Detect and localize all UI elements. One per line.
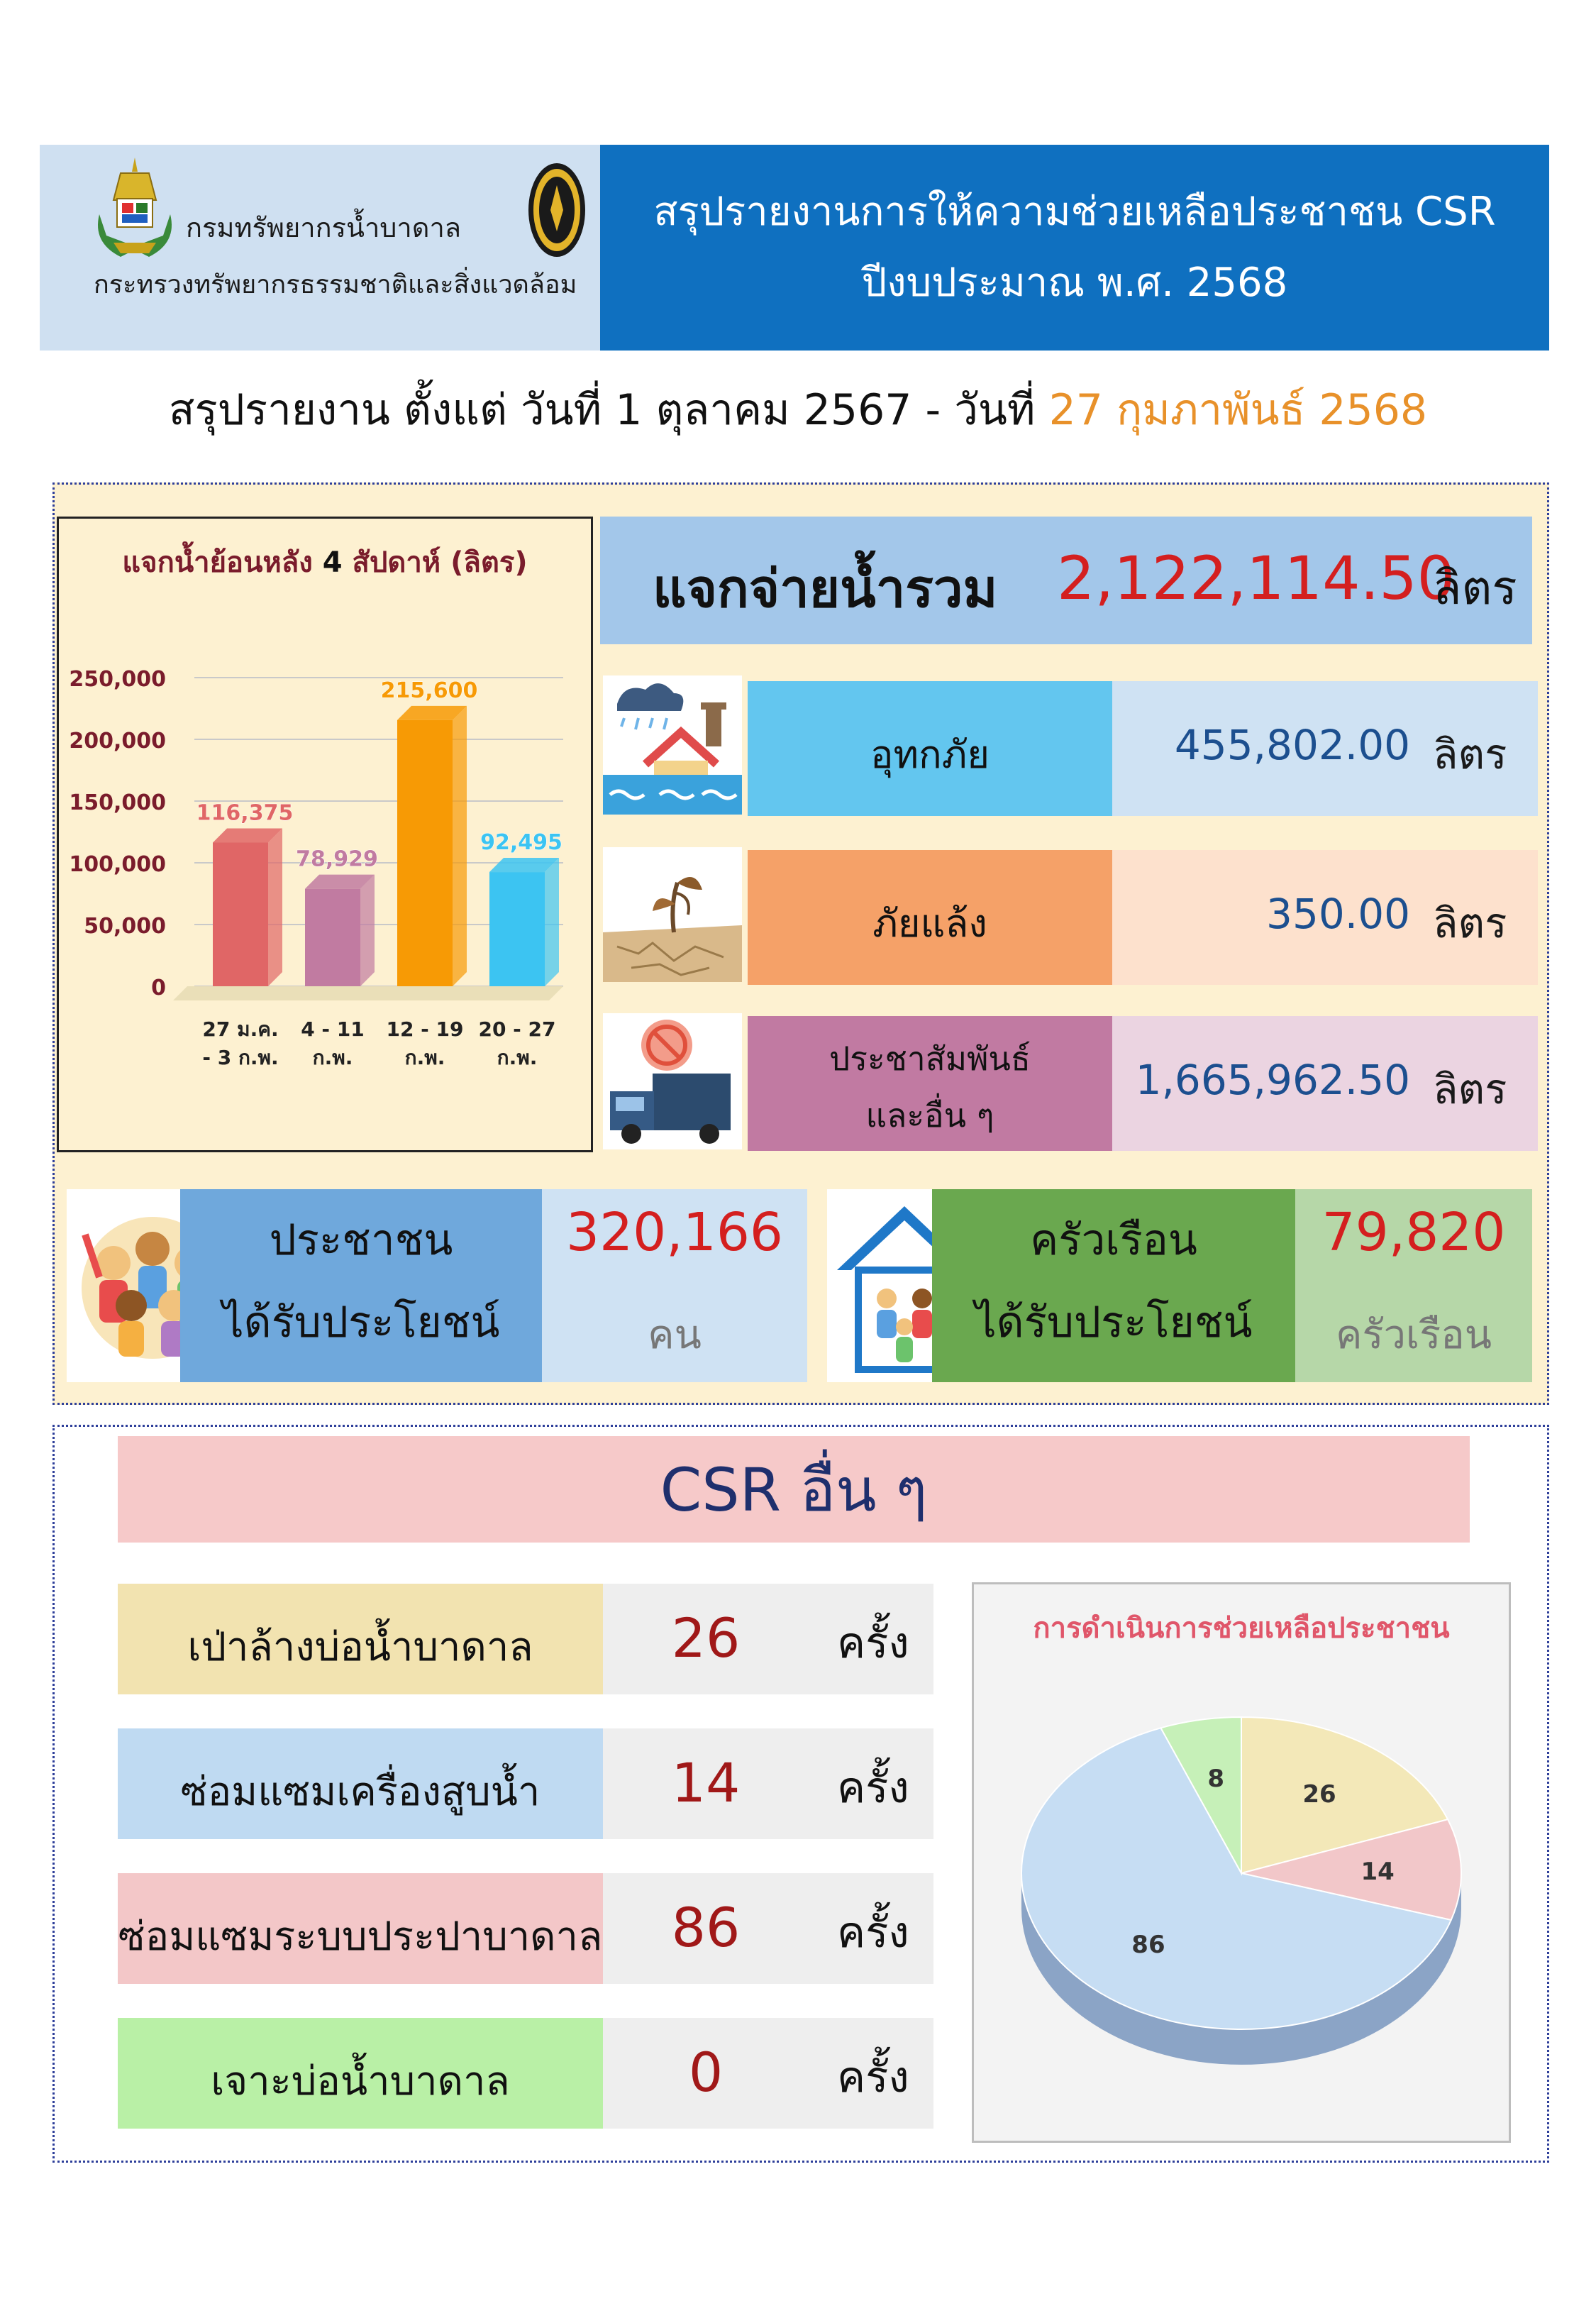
pie-value-label: 14 [1361,1857,1395,1886]
bar-chart-ytick: 100,000 [69,852,166,877]
bar-side [453,706,467,986]
bar-chart-floor [173,986,563,1000]
bar-chart-ytick: 150,000 [69,790,166,815]
csr-item-label: ซ่อมแซมระบบประปาบาดาล [118,1914,603,1960]
category-label: ภัยแล้ง [872,901,987,946]
bar-chart-ytick: 50,000 [84,914,166,939]
household-value: 79,820 [1321,1202,1506,1263]
household-label-2: ได้รับประโยชน์ [975,1298,1253,1347]
csr-other-title: CSR อื่น ๆ [118,1436,1470,1543]
bar-chart-title [57,539,593,585]
csr-item-label: เป่าล้างบ่อน้ำบาดาล [187,1624,533,1670]
total-water-unit: ลิตร [1433,561,1517,615]
csr-item-unit: ครั้ง [837,2053,909,2102]
report-fiscal-year: ปีงบประมาณ พ.ศ. 2568 [861,260,1288,306]
people-label-1: ประชาชน [269,1215,453,1265]
flood-icon [603,675,742,815]
category-value: 350.00 [1266,890,1410,938]
category-label: อุทกภัย [870,732,990,777]
bar-category-label: ก.พ. [404,1046,445,1069]
csr-item-value: 14 [671,1751,741,1814]
category-value: 455,802.00 [1174,721,1410,769]
bar-category-label: 27 ม.ค. [202,1017,279,1041]
report-title-block [600,145,1549,351]
bar-category-label: 4 - 11 [301,1017,365,1041]
bar [489,872,545,986]
category-unit: ลิตร [1433,1065,1507,1113]
csr-pie-chart [993,1660,1490,2114]
csr-item-value: 26 [671,1606,741,1670]
household-unit: ครัวเรือน [1335,1312,1492,1358]
pie-value-label: 8 [1207,1764,1224,1793]
bar-category-label: ก.พ. [312,1046,353,1069]
bar-chart-ytick: 250,000 [69,667,166,692]
bar-side [268,829,282,986]
bar-chart-ytick: 200,000 [69,729,166,754]
csr-item-unit: ครั้ง [837,1908,909,1958]
household-label-1: ครัวเรือน [1030,1215,1197,1265]
water-truck-icon [603,1013,742,1149]
csr-item-unit: ครั้ง [837,1763,909,1813]
bar [305,889,360,986]
csr-item-value: 0 [688,2041,724,2104]
drought-icon [603,847,742,982]
bar-value-label: 92,495 [480,830,563,856]
bar-value-label: 78,929 [296,846,378,872]
bar [213,843,268,986]
total-water-number: 2,122,114.50 [1057,544,1456,613]
bar-category-label: 12 - 19 [386,1017,464,1041]
bar-side [545,858,559,986]
total-water-value [1057,544,1455,613]
category-unit: ลิตร [1433,899,1507,947]
bar [397,720,453,986]
csr-item-label: เจาะบ่อน้ำบาดาล [211,2058,510,2104]
bar-category-label: 20 - 27 [478,1017,556,1041]
bar-chart-ytick: 0 [151,976,166,1000]
people-unit: คน [648,1312,702,1358]
period-end-date: 27 กุมภาพันธ์ 2568 [1048,385,1428,435]
report-period [0,376,1596,443]
bar-value-label: 215,600 [380,678,478,703]
category-unit: ลิตร [1433,730,1507,778]
period-prefix: สรุปรายงาน ตั้งแต่ วันที่ 1 ตุลาคม 2567 - วันที่ [168,385,1036,435]
bar-chart-title-part: แจกน้ำย้อนหลัง [122,546,323,579]
csr-item-value: 86 [671,1896,741,1959]
category-value: 1,665,962.50 [1135,1056,1410,1104]
csr-item-unit: ครั้ง [837,1618,909,1668]
csr-item-label: ซ่อมแซมเครื่องสูบน้ำ [180,1769,541,1815]
pie-value-label: 26 [1302,1780,1336,1809]
ministry-logo-icon [526,160,587,260]
bar-side [360,875,375,986]
bar-chart-title-number: 4 [322,546,343,579]
category-label-line2: และอื่น ๆ [865,1096,994,1135]
people-value: 320,166 [565,1202,783,1263]
people-label-2: ได้รับประโยชน์ [222,1298,500,1347]
bar-chart-title-part: สัปดาห์ (ลิตร) [342,546,528,579]
dgr-logo-icon [92,158,177,264]
ministry-name: กระทรวงทรัพยากรธรรมชาติและสิ่งแวดล้อม [94,270,577,299]
bar-category-label: ก.พ. [497,1046,538,1069]
pie-chart-title: การดำเนินการช่วยเหลือประชาชน [1033,1612,1450,1645]
org-name: กรมทรัพยากรน้ำบาดาล [186,212,462,243]
pie-value-label: 86 [1131,1930,1165,1959]
total-water-label: แจกจ่ายน้ำรวม [653,558,998,619]
bar-category-label: - 3 ก.พ. [202,1046,279,1069]
report-title: สรุปรายงานการให้ความช่วยเหลือประชาชน CSR [653,189,1496,235]
bar-value-label: 116,375 [196,800,294,826]
category-label: ประชาสัมพันธ์ [829,1039,1031,1078]
weekly-bar-chart [60,610,590,1107]
